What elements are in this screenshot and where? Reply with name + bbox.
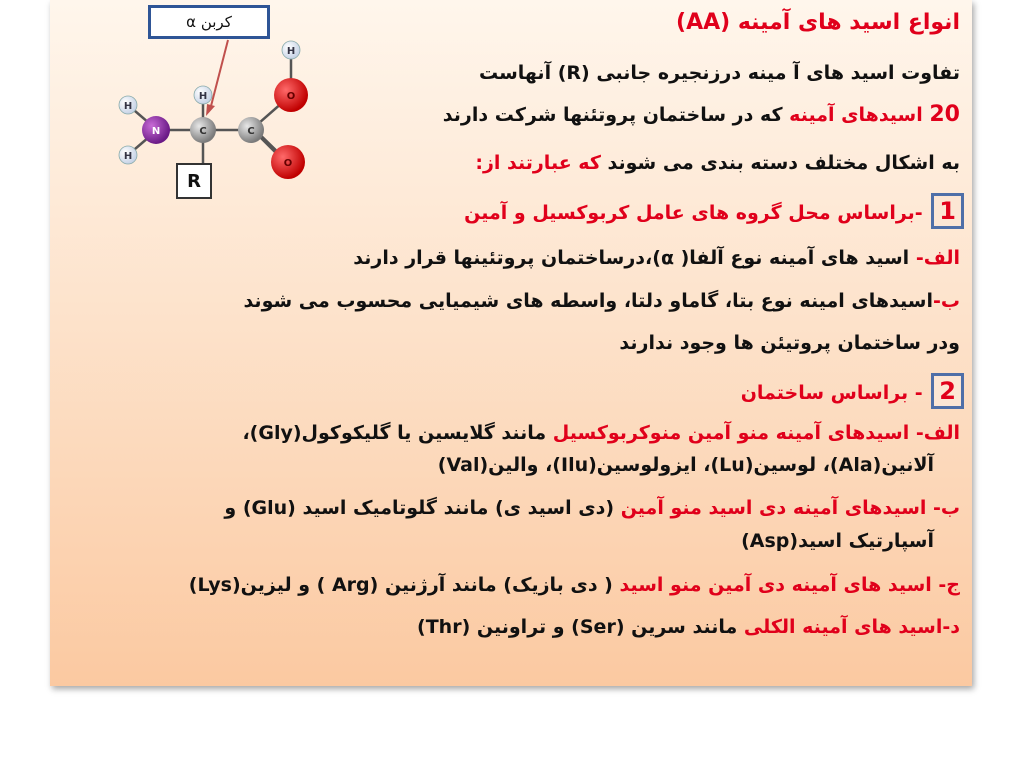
- svg-text:H: H: [123, 101, 133, 112]
- text-line: ب-اسیدهای امینه نوع بتا، گاماو دلتا، واسطه های شیمیایی محسوب می شوند: [243, 290, 960, 312]
- section-number-box: 1: [931, 193, 964, 229]
- svg-text:H: H: [198, 91, 208, 102]
- text-line: تفاوت اسید های آ مینه درزنجیره جانبی (R) آنهاست: [478, 62, 960, 84]
- section-heading-2: 2 - براساس ساختمان: [741, 373, 964, 409]
- svg-text:C: C: [199, 126, 207, 137]
- text-line: الف- اسید های آمینه نوع آلفا( α)،درساختمان پروتئینها قرار دارند: [353, 247, 960, 269]
- svg-text:C: C: [247, 126, 255, 137]
- svg-text:O: O: [283, 158, 293, 169]
- text-line: ب- اسیدهای آمینه دی اسید منو آمین (دی اسید ی) مانند گلوتامیک اسید (Glu) و: [224, 497, 960, 519]
- text-line: آسپارتیک اسید(Asp): [741, 530, 934, 552]
- callout-arrow: [210, 40, 228, 110]
- svg-text:N: N: [151, 126, 161, 137]
- alpha-carbon-callout: کربن α: [148, 5, 270, 39]
- svg-text:O: O: [286, 91, 296, 102]
- text-line: ج- اسید های آمینه دی آمین منو اسید ( دی بازیک) مانند آرژنین (Arg ) و لیزین(Lys): [188, 574, 960, 596]
- section-number-box: 2: [931, 373, 964, 409]
- text-line: به اشکال مختلف دسته بندی می شوند که عبارتند از:: [475, 152, 960, 174]
- svg-text:H: H: [123, 151, 133, 162]
- r-group-box: R: [176, 163, 212, 199]
- text-line: 20 اسیدهای آمینه که در ساختمان پروتئنها شرکت دارند: [442, 102, 960, 127]
- text-line: د-اسید های آمینه الکلی مانند سرین (Ser) و تراونین (Thr): [417, 616, 960, 638]
- slide-title: انواع اسید های آمینه (AA): [676, 10, 960, 35]
- text-line: آلانین(Ala)، لوسین(Lu)، ایزولوسین(Ilu)، والین(Val): [437, 454, 934, 476]
- text-line: ودر ساختمان پروتیئن ها وجود ندارند: [619, 332, 960, 354]
- svg-text:H: H: [286, 46, 296, 57]
- slide: [50, 0, 972, 686]
- text-line: الف- اسیدهای آمینه منو آمین منوکربوکسیل مانند گلایسین یا گلیکوکول(Gly)،: [242, 422, 960, 444]
- section-heading-1: 1 -براساس محل گروه های عامل کربوکسیل و آمین: [464, 193, 964, 229]
